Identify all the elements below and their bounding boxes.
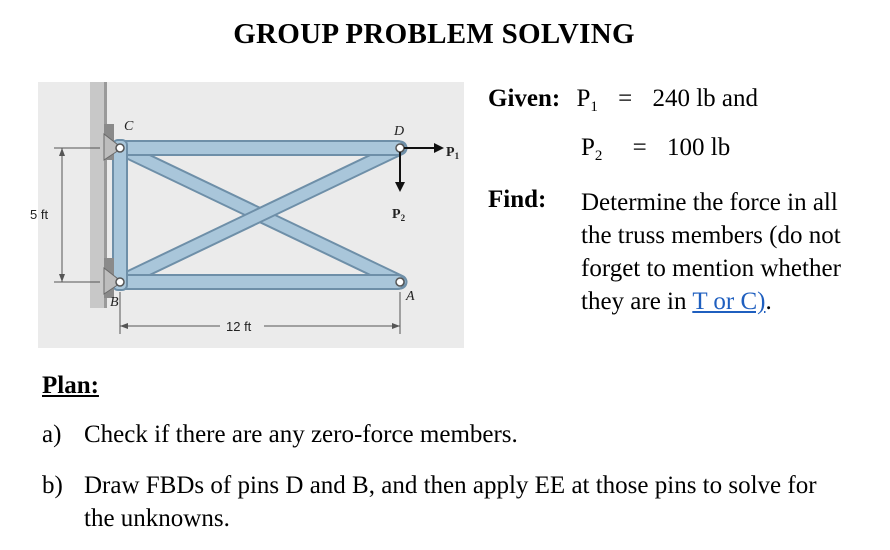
p2-symbol: $P_2$ — [581, 134, 603, 164]
label-height: 5 ft — [30, 207, 49, 222]
find-text — [581, 186, 871, 318]
plan-item-b — [42, 469, 862, 539]
label-P1: $P_1$ — [446, 145, 460, 161]
label-C: C — [124, 119, 134, 134]
plan-item-text: Check if there are any zero-force members. — [84, 421, 518, 448]
page-title: GROUP PROBLEM SOLVING — [233, 18, 635, 50]
t-or-c-link[interactable]: T or C) — [692, 288, 766, 315]
p2-equals: = — [632, 134, 647, 161]
given-p2-line — [581, 134, 730, 165]
label-B: B — [110, 295, 119, 310]
find-label: Find: — [488, 186, 547, 213]
p2-value: 100 lb — [667, 134, 731, 161]
label-width: 12 ft — [226, 319, 252, 334]
label-A: A — [406, 289, 415, 304]
label-D: D — [394, 124, 405, 139]
find-body: Determine the force in all the truss members (do not forget to mention whether they are in — [581, 189, 841, 315]
find-period: . — [765, 288, 772, 315]
label-P2: $P_2$ — [392, 207, 406, 223]
given-p1-line — [488, 84, 758, 122]
p1-value: 240 lb and — [652, 85, 759, 112]
plan-heading: Plan: — [42, 372, 99, 399]
p1-equals: = — [618, 85, 633, 112]
pin-D — [396, 144, 404, 152]
pin-A — [396, 278, 404, 286]
p1-symbol: $P_1$ — [576, 85, 598, 115]
plan-item-label: b) — [42, 472, 63, 499]
plan-item-label: a) — [42, 421, 62, 448]
truss-figure — [30, 82, 464, 348]
plan-item-text: Draw FBDs of pins D and B, and then apply EE at those pins to solve for the unknowns. — [84, 472, 817, 532]
given-label: Given: — [488, 85, 561, 112]
